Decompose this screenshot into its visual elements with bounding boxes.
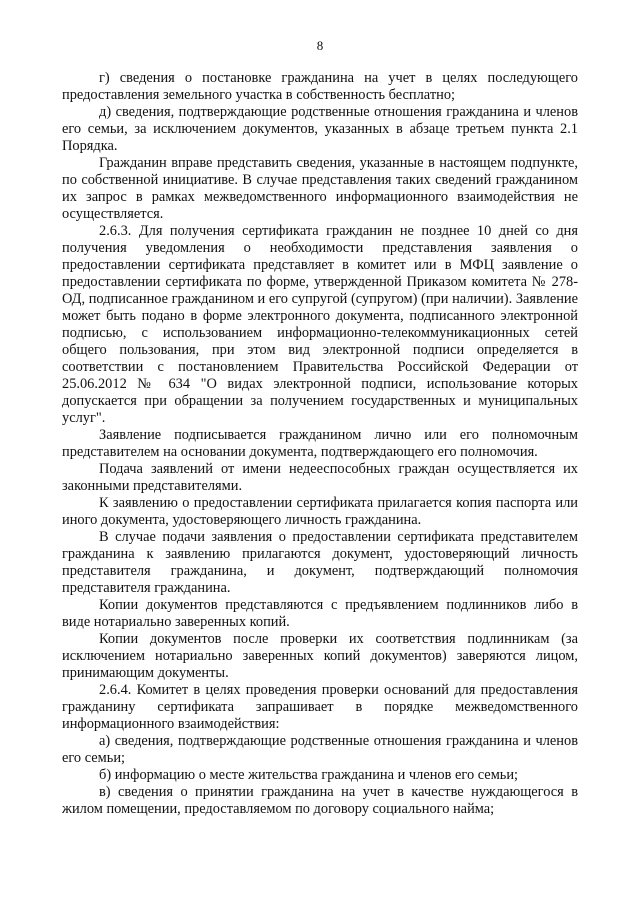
paragraph-voluntary-submission: Гражданин вправе представить сведения, указанные в настоящем подпункте, по собственной инициативе. В случае представления таких сведений гражданином их запрос в рамках межведомственного информационного взаимодействия не осуществляется. xyxy=(62,155,578,222)
paragraph-item-d: д) сведения, подтверждающие родственные отношения гражданина и членов его семьи, за исключением документов, указанных в абзаце третьем пункта 2.1 Порядка. xyxy=(62,104,578,154)
paragraph-copies-certification: Копии документов после проверки их соответствия подлинникам (за исключением нотариально заверенных копий документов) заверяются лицом, принимающим документы. xyxy=(62,631,578,681)
paragraph-legal-representatives: Подача заявлений от имени недееспособных граждан осуществляется их законными представителями. xyxy=(62,461,578,494)
paragraph-copies-originals: Копии документов представляются с предъявлением подлинников либо в виде нотариально заверенных копий. xyxy=(62,597,578,630)
paragraph-item-v: в) сведения о принятии гражданина на учет в качестве нуждающегося в жилом помещении, предоставляемом по договору социального найма; xyxy=(62,784,578,817)
paragraph-passport-copy: К заявлению о предоставлении сертификата прилагается копия паспорта или иного документа, удостоверяющего личность гражданина. xyxy=(62,495,578,528)
paragraph-item-b: б) информацию о месте жительства гражданина и членов его семьи; xyxy=(99,767,519,783)
paragraph-representative-documents: В случае подачи заявления о предоставлении сертификата представителем гражданина к заявлению прилагаются документ, удостоверяющий личность представителя гражданина, и документ, подтверждающий полномочия представителя гражданина. xyxy=(62,529,578,596)
document-body xyxy=(62,70,578,818)
page-number: 8 xyxy=(316,38,324,53)
paragraph-2-6-4: 2.6.4. Комитет в целях проведения проверки оснований для предоставления гражданину сертификата запрашивает в порядке межведомственного информационного взаимодействия: xyxy=(62,682,578,732)
paragraph-signature: Заявление подписывается гражданином лично или его полномочным представителем на основании документа, подтверждающего его полномочия. xyxy=(62,427,578,460)
paragraph-item-g: г) сведения о постановке гражданина на учет в целях последующего предоставления земельного участка в собственность бесплатно; xyxy=(62,70,578,103)
paragraph-item-a: а) сведения, подтверждающие родственные отношения гражданина и членов его семьи; xyxy=(62,733,578,766)
paragraph-2-6-3: 2.6.3. Для получения сертификата гражданин не позднее 10 дней со дня получения уведомления о необходимости представления заявления о предоставлении сертификата представляет в комитет или в МФЦ заявление о предоставлении сертификата по форме, утвержденной Приказом комитета № 278-ОД, подписанное гражданином и его супругой (супругом) (при наличии). Заявление может быть подано в форме электронного документа, подписанного электронной подписью, с использованием информационно-телекоммуникационных сетей общего пользования, при этом вид электронной подписи определяется в соответствии с постановлением Правительства Российской Федерации от 25.06.2012 № 634 "О видах электронной подписи, использование которых допускается при обращении за получением государственных и муниципальных услуг". xyxy=(62,223,578,426)
